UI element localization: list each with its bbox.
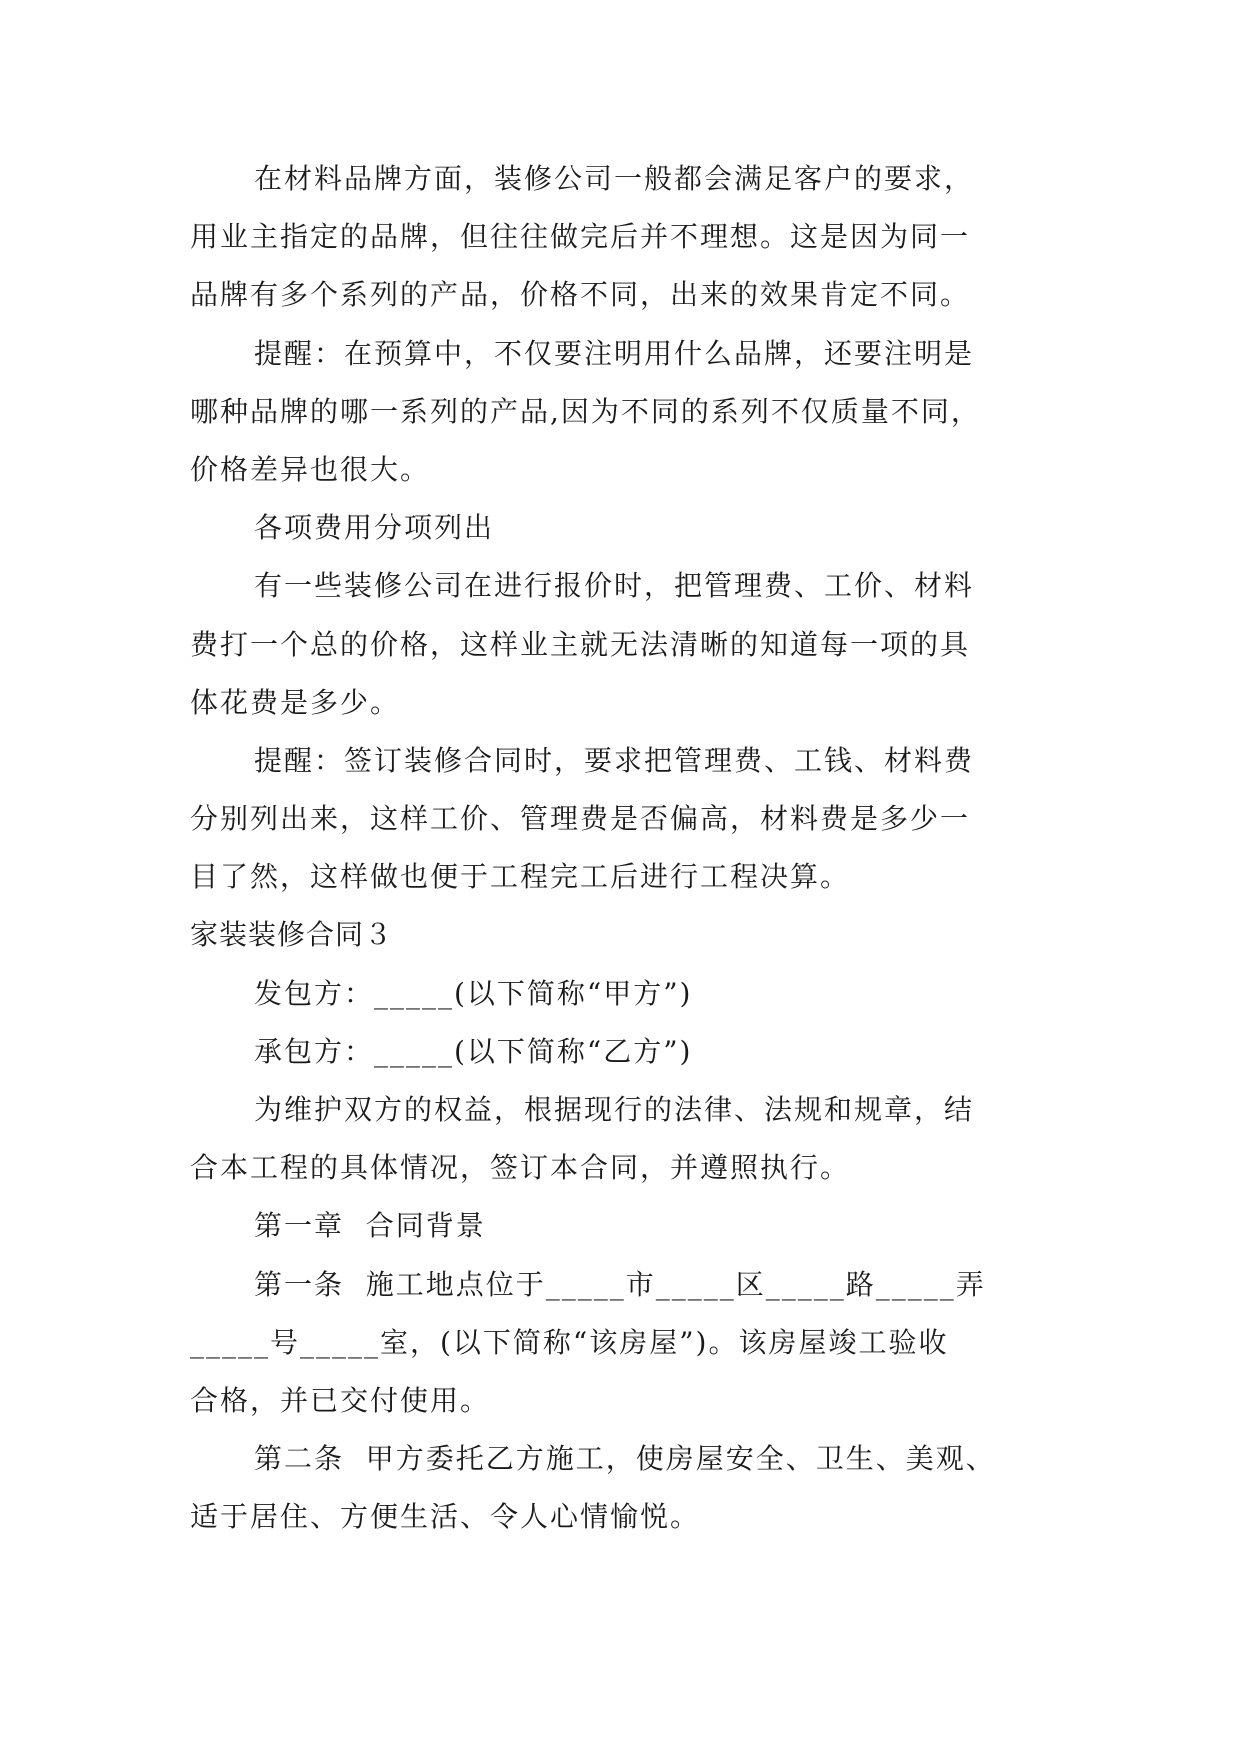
text-line: 费打一个总的价格，这样业主就无法清晰的知道每一项的具 [190, 627, 971, 661]
text-line: 承包方：_____(以下简称“乙方”) [254, 1034, 693, 1068]
text-line: 目了然，这样做也便于工程完工后进行工程决算。 [190, 860, 851, 894]
text-line: 适于居住、方便生活、令人心情愉悦。 [190, 1500, 701, 1534]
text-line: 体花费是多少。 [190, 685, 401, 719]
text-line: 合本工程的具体情况，签订本合同，并遵照执行。 [190, 1151, 851, 1185]
paragraph-brand-reminder [190, 325, 1060, 500]
subheading-itemized-costs [190, 499, 1060, 557]
document-body [190, 150, 1060, 1547]
text-line: 提醒：在预算中，不仅要注明用什么品牌，还要注明是 [254, 336, 975, 370]
article-1 [190, 1256, 1060, 1431]
text-line: 提醒：签订装修合同时，要求把管理费、工钱、材料费 [254, 743, 975, 777]
contract-title-text: 家装装修合同３ [190, 918, 394, 952]
text-line: 在材料品牌方面，装修公司一般都会满足客户的要求， [254, 162, 975, 195]
text-line: 有一些装修公司在进行报价时，把管理费、工价、材料 [254, 569, 975, 603]
party-employer [190, 965, 1060, 1023]
text-line: 第二条 甲方委托乙方施工，使房屋安全、卫生、美观、 [254, 1442, 996, 1476]
text-line: 用业主指定的品牌，但往往做完后并不理想。这是因为同一 [190, 220, 971, 254]
text-line: 品牌有多个系列的产品，价格不同，出来的效果肯定不同。 [190, 278, 971, 312]
text-line: 第一条 施工地点位于_____市_____区_____路_____弄 [254, 1267, 986, 1301]
subheading-text: 各项费用分项列出 [254, 511, 495, 545]
text-line: 为维护双方的权益，根据现行的法律、法规和规章，结 [254, 1093, 975, 1126]
paragraph-material-brand [190, 150, 1060, 325]
chapter-heading-text: 第一章 合同背景 [254, 1209, 486, 1243]
paragraph-itemized-costs [190, 557, 1060, 732]
text-line: 分别列出来，这样工价、管理费是否偏高，材料费是多少一 [190, 802, 971, 836]
text-line: 价格差异也很大。 [190, 452, 431, 486]
article-2 [190, 1430, 1060, 1546]
text-line: 合格，并已交付使用。 [190, 1383, 491, 1417]
text-line: 发包方：_____(以下简称“甲方”) [254, 976, 693, 1010]
contract-title [190, 906, 1060, 964]
chapter-heading [190, 1197, 1060, 1255]
text-line: _____号_____室，(以下简称“该房屋”)。该房屋竣工验收 [190, 1325, 949, 1359]
paragraph-contract-purpose [190, 1081, 1060, 1197]
paragraph-costs-reminder [190, 732, 1060, 907]
text-line: 哪种品牌的哪一系列的产品,因为不同的系列不仅质量不同， [190, 394, 981, 428]
party-contractor [190, 1023, 1060, 1081]
